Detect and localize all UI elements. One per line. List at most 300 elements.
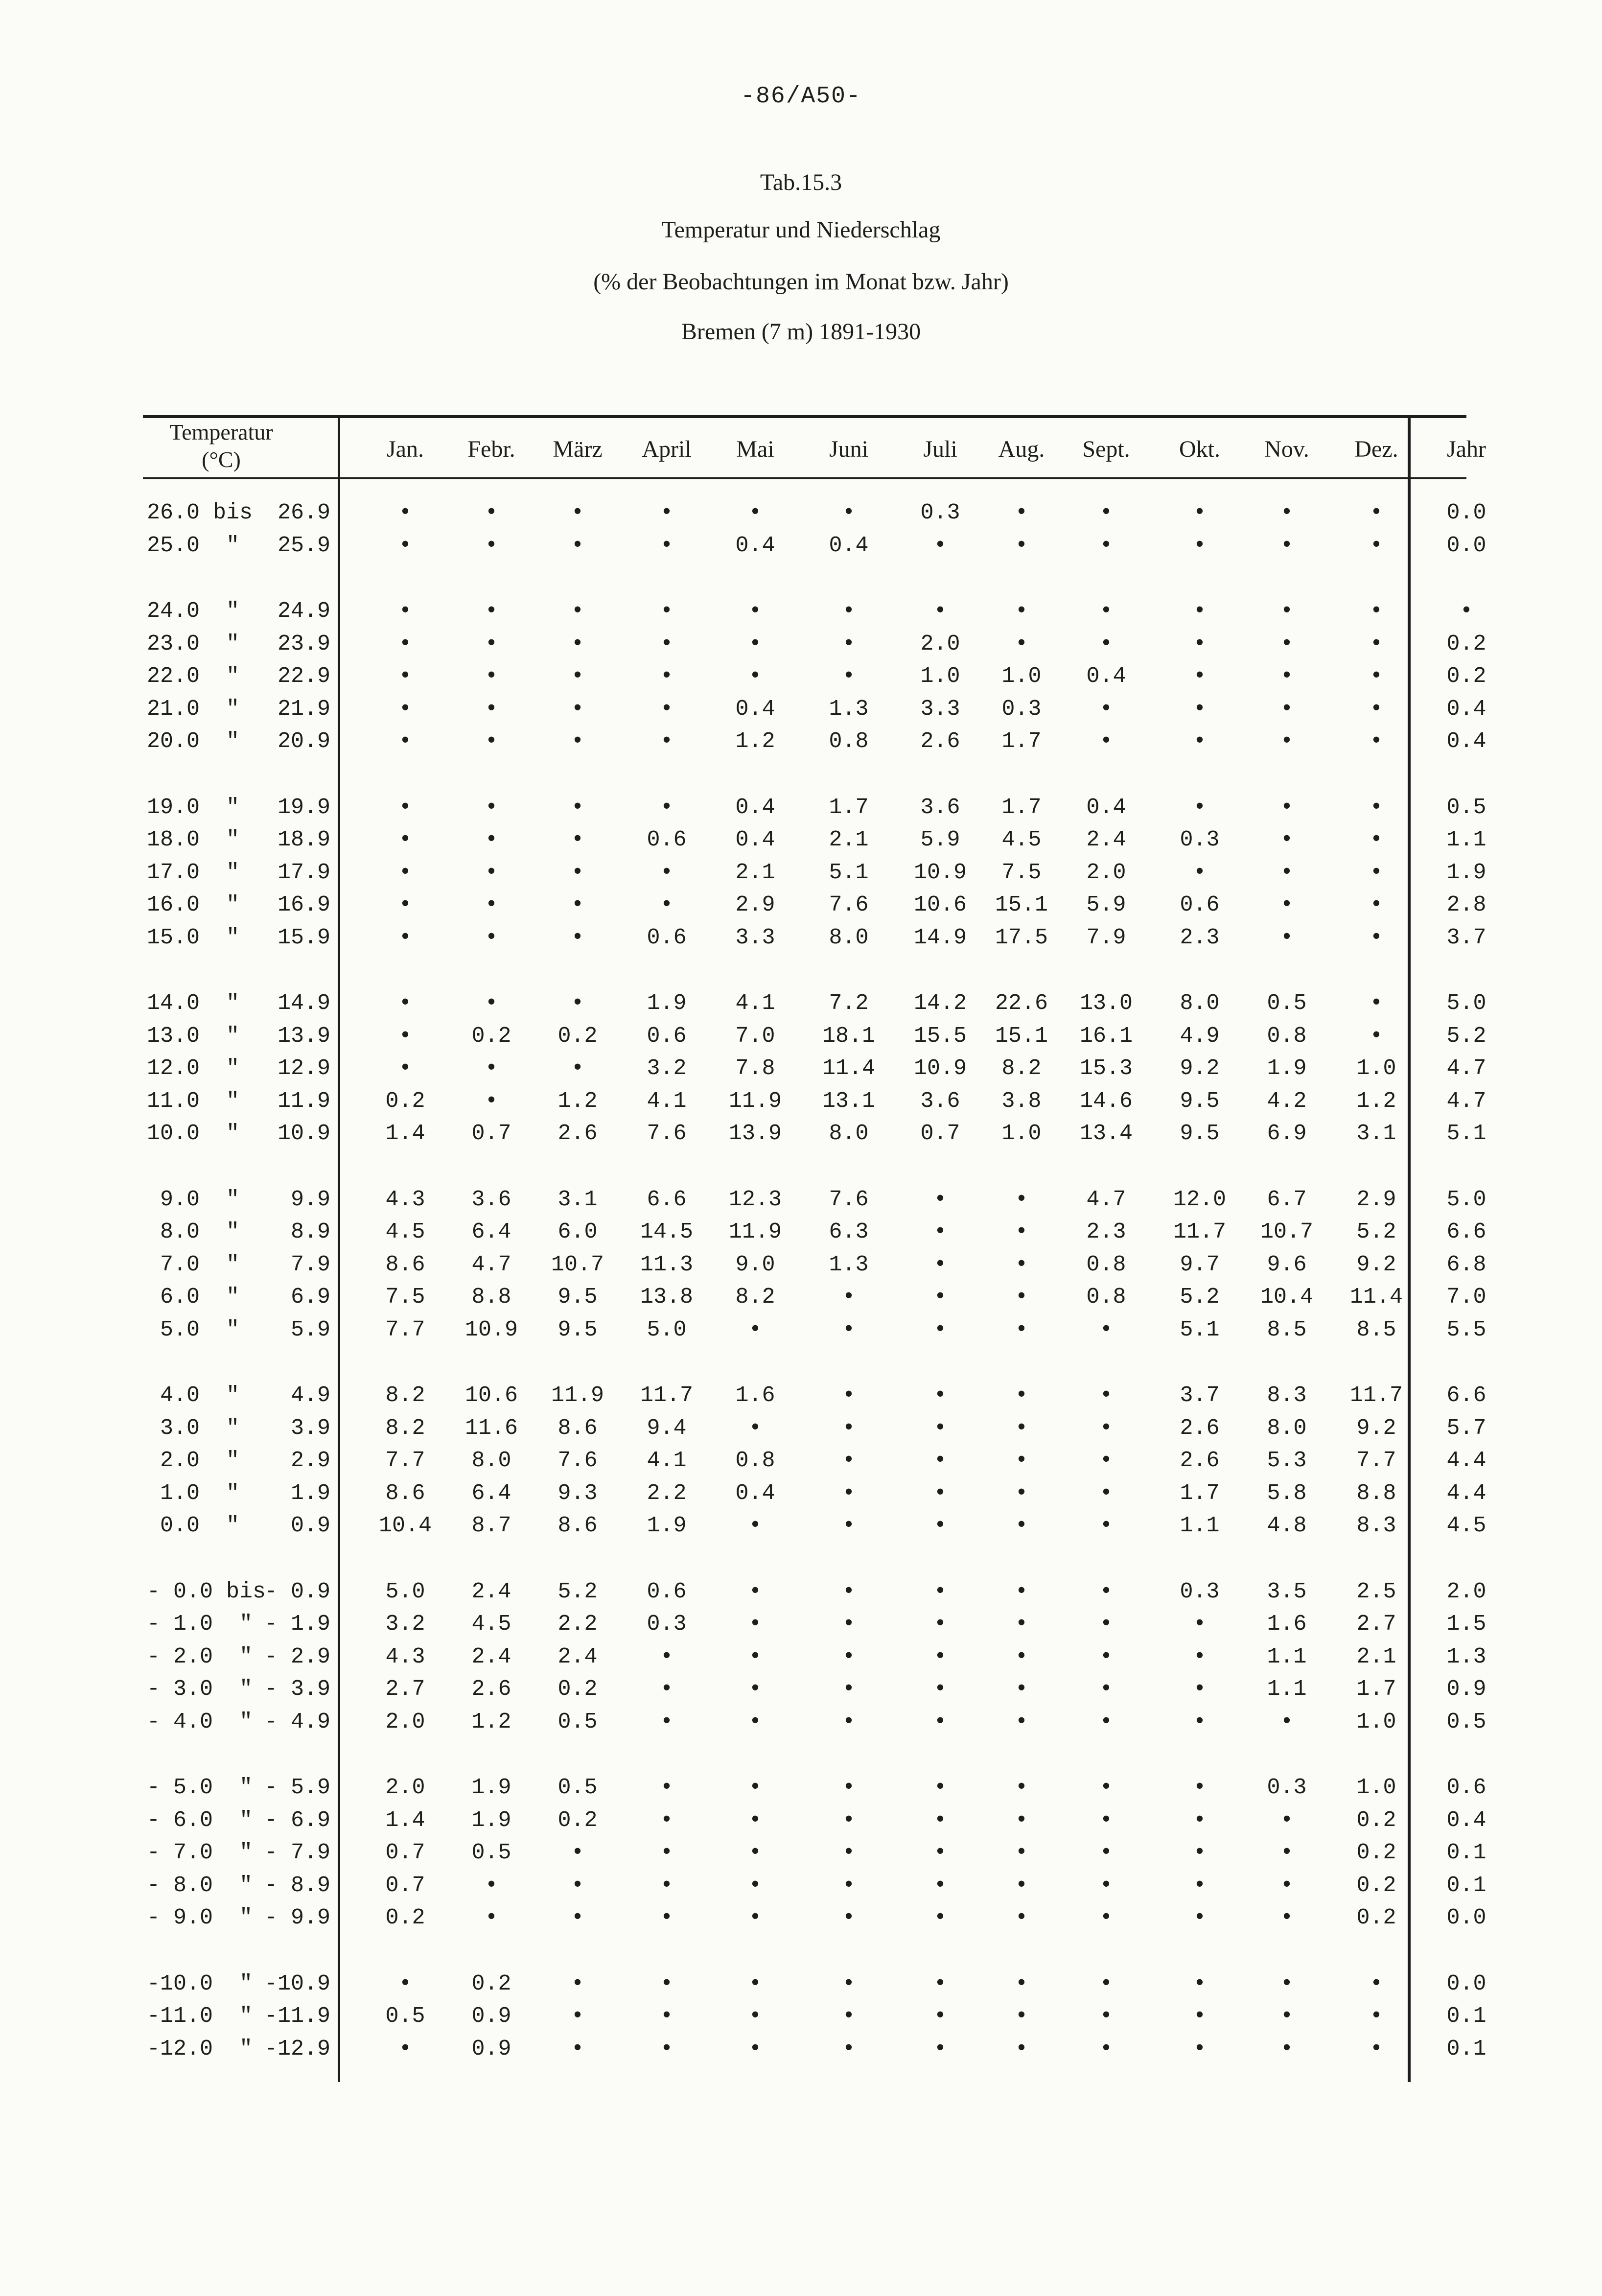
cell-jun: 13.1	[822, 1089, 876, 1114]
cell-may: 11.9	[728, 1089, 782, 1114]
cell-sep: 4.7	[1086, 1187, 1126, 1212]
cell-aug: •	[1015, 1971, 1028, 1996]
range-from-label: -10.0 "	[147, 1971, 253, 1996]
cell-jul: •	[933, 1644, 947, 1669]
range-to-label: - 8.9	[264, 1873, 330, 1898]
cell-oct: 8.0	[1180, 991, 1220, 1016]
cell-jan: 7.5	[385, 1285, 425, 1310]
cell-dec: 1.2	[1356, 1089, 1396, 1114]
cell-jan: 2.0	[385, 1775, 425, 1800]
cell-jun: •	[842, 500, 856, 525]
cell-jul: 0.7	[920, 1121, 960, 1146]
cell-oct: •	[1193, 1644, 1207, 1669]
cell-oct: 9.2	[1180, 1056, 1220, 1081]
cell-year: 0.4	[1446, 729, 1486, 754]
range-to-label: 12.9	[277, 1056, 330, 1081]
cell-aug: 1.7	[1001, 795, 1042, 820]
cell-jul: •	[933, 1448, 947, 1473]
cell-year: 4.5	[1446, 1513, 1486, 1538]
cell-sep: 7.9	[1086, 925, 1126, 950]
cell-apr: 0.3	[647, 1612, 687, 1637]
range-to-label: - 5.9	[264, 1775, 330, 1800]
cell-may: 1.6	[735, 1383, 775, 1408]
cell-oct: •	[1193, 1808, 1207, 1833]
cell-may: •	[748, 599, 762, 624]
cell-jul: 3.3	[920, 697, 960, 722]
cell-jul: •	[933, 1252, 947, 1277]
cell-feb: •	[485, 599, 498, 624]
column-header-jun: Juni	[829, 436, 868, 462]
cell-mar: •	[571, 991, 584, 1016]
cell-year: 0.0	[1446, 1971, 1486, 1996]
range-to-label: 20.9	[277, 729, 330, 754]
cell-mar: •	[571, 827, 584, 852]
cell-jan: 4.3	[385, 1187, 425, 1212]
cell-mar: 9.5	[557, 1285, 598, 1310]
cell-oct: •	[1193, 729, 1207, 754]
column-header-sep: Sept.	[1082, 436, 1130, 462]
cell-jun: •	[842, 1710, 856, 1734]
range-from-label: 21.0 "	[147, 697, 240, 722]
cell-feb: 8.0	[471, 1448, 511, 1473]
cell-mar: 9.5	[557, 1317, 598, 1342]
cell-nov: •	[1280, 1971, 1294, 1996]
cell-jan: 0.7	[385, 1873, 425, 1898]
cell-feb: 10.9	[464, 1317, 518, 1342]
table-top-rule	[143, 415, 1466, 418]
table-row	[0, 1971, 1602, 2004]
cell-jan: 3.2	[385, 1612, 425, 1637]
range-to-label: 9.9	[290, 1187, 330, 1212]
range-from-label: 15.0 "	[147, 925, 240, 950]
table-row	[0, 1383, 1602, 1415]
cell-year: 5.2	[1446, 1024, 1486, 1049]
cell-feb: 8.7	[471, 1513, 511, 1538]
cell-may: 1.2	[735, 729, 775, 754]
cell-apr: 4.1	[647, 1448, 687, 1473]
cell-may: •	[748, 1840, 762, 1865]
column-header-apr: April	[642, 436, 692, 462]
cell-jan: 8.2	[385, 1383, 425, 1408]
cell-sep: 15.3	[1079, 1056, 1133, 1081]
range-from-label: 16.0 "	[147, 892, 240, 917]
cell-may: 9.0	[735, 1252, 775, 1277]
range-to-label: -12.9	[264, 2037, 330, 2062]
cell-nov: •	[1280, 795, 1294, 820]
cell-sep: •	[1099, 1677, 1113, 1702]
range-from-label: 24.0 "	[147, 599, 240, 624]
range-from-label: -12.0 "	[147, 2037, 253, 2062]
cell-apr: •	[660, 860, 673, 885]
cell-jun: •	[842, 1383, 856, 1408]
cell-oct: •	[1193, 1775, 1207, 1800]
cell-apr: •	[660, 1971, 673, 1996]
cell-feb: 1.9	[471, 1775, 511, 1800]
cell-jun: •	[842, 1612, 856, 1637]
cell-sep: •	[1099, 1481, 1113, 1506]
cell-mar: •	[571, 533, 584, 558]
cell-sep: 0.8	[1086, 1285, 1126, 1310]
cell-mar: 6.0	[557, 1219, 598, 1244]
cell-oct: •	[1193, 1873, 1207, 1898]
cell-oct: 9.5	[1180, 1121, 1220, 1146]
cell-mar: •	[571, 729, 584, 754]
cell-sep: 2.3	[1086, 1219, 1126, 1244]
cell-apr: 9.4	[647, 1416, 687, 1441]
cell-aug: •	[1015, 1187, 1028, 1212]
range-from-label: - 4.0 "	[147, 1710, 253, 1734]
cell-nov: •	[1280, 1840, 1294, 1865]
cell-may: 0.4	[735, 1481, 775, 1506]
cell-dec: •	[1370, 599, 1383, 624]
range-from-label: 11.0 "	[147, 1089, 240, 1114]
cell-may: •	[748, 1644, 762, 1669]
cell-may: •	[748, 632, 762, 656]
table-row	[0, 1024, 1602, 1056]
cell-dec: •	[1370, 860, 1383, 885]
range-to-label: - 7.9	[264, 1840, 330, 1865]
table-row	[0, 1579, 1602, 1612]
table-row	[0, 1808, 1602, 1840]
cell-feb: 0.2	[471, 1971, 511, 1996]
cell-year: 0.1	[1446, 1873, 1486, 1898]
cell-oct: 0.3	[1180, 1579, 1220, 1604]
cell-jun: 1.3	[829, 1252, 869, 1277]
cell-year: 0.5	[1446, 1710, 1486, 1734]
range-from-label: 20.0 "	[147, 729, 240, 754]
cell-apr: •	[660, 1873, 673, 1898]
cell-mar: 3.1	[557, 1187, 598, 1212]
table-row	[0, 892, 1602, 925]
cell-nov: 3.5	[1267, 1579, 1307, 1604]
cell-oct: •	[1193, 1677, 1207, 1702]
cell-feb: 11.6	[464, 1416, 518, 1441]
cell-jun: •	[842, 1808, 856, 1833]
cell-may: •	[748, 1905, 762, 1930]
range-from-label: - 0.0 bis	[147, 1579, 266, 1604]
cell-jan: 10.4	[378, 1513, 432, 1538]
cell-jul: 15.5	[913, 1024, 967, 1049]
cell-aug: 1.7	[1001, 729, 1042, 754]
cell-jul: •	[933, 599, 947, 624]
cell-year: 5.0	[1446, 1187, 1486, 1212]
cell-jan: 2.0	[385, 1710, 425, 1734]
cell-jan: 0.5	[385, 2004, 425, 2029]
cell-jun: •	[842, 1905, 856, 1930]
table-row	[0, 1448, 1602, 1480]
cell-aug: •	[1015, 1808, 1028, 1833]
cell-apr: 1.9	[647, 1513, 687, 1538]
cell-feb: 1.9	[471, 1808, 511, 1833]
cell-apr: •	[660, 1840, 673, 1865]
cell-jun: •	[842, 1448, 856, 1473]
cell-sep: 13.0	[1079, 991, 1133, 1016]
cell-jan: 7.7	[385, 1317, 425, 1342]
cell-aug: •	[1015, 1448, 1028, 1473]
cell-apr: 7.6	[647, 1121, 687, 1146]
cell-jan: 0.7	[385, 1840, 425, 1865]
cell-nov: 8.0	[1267, 1416, 1307, 1441]
range-from-label: 17.0 "	[147, 860, 240, 885]
cell-aug: •	[1015, 1775, 1028, 1800]
cell-oct: •	[1193, 632, 1207, 656]
cell-sep: •	[1099, 1317, 1113, 1342]
cell-apr: •	[660, 632, 673, 656]
cell-feb: 2.4	[471, 1644, 511, 1669]
range-from-label: -11.0 "	[147, 2004, 253, 2029]
cell-jan: •	[398, 892, 412, 917]
cell-mar: 0.2	[557, 1024, 598, 1049]
cell-feb: 1.2	[471, 1710, 511, 1734]
cell-jul: •	[933, 1971, 947, 1996]
cell-sep: •	[1099, 1416, 1113, 1441]
cell-oct: •	[1193, 697, 1207, 722]
cell-jun: 1.7	[829, 795, 869, 820]
cell-feb: 6.4	[471, 1481, 511, 1506]
cell-jan: 1.4	[385, 1808, 425, 1833]
cell-may: 7.0	[735, 1024, 775, 1049]
range-from-label: 7.0 "	[147, 1252, 240, 1277]
cell-jul: 10.9	[913, 860, 967, 885]
cell-dec: 11.7	[1349, 1383, 1403, 1408]
cell-feb: •	[485, 729, 498, 754]
cell-aug: 15.1	[995, 1024, 1048, 1049]
range-to-label: 15.9	[277, 925, 330, 950]
cell-jun: 5.1	[829, 860, 869, 885]
cell-jan: •	[398, 1056, 412, 1081]
range-to-label: 18.9	[277, 827, 330, 852]
cell-oct: •	[1193, 500, 1207, 525]
range-to-label: 11.9	[277, 1089, 330, 1114]
cell-year: 0.2	[1446, 632, 1486, 656]
cell-aug: •	[1015, 1612, 1028, 1637]
cell-jun: •	[842, 1416, 856, 1441]
cell-sep: 0.4	[1086, 795, 1126, 820]
cell-jun: •	[842, 1840, 856, 1865]
cell-jan: 5.0	[385, 1579, 425, 1604]
cell-jun: •	[842, 1775, 856, 1800]
range-from-label: 5.0 "	[147, 1317, 240, 1342]
cell-oct: 4.9	[1180, 1024, 1220, 1049]
cell-year: 0.1	[1446, 2004, 1486, 2029]
cell-aug: •	[1015, 1710, 1028, 1734]
cell-may: •	[748, 1612, 762, 1637]
range-to-label: -11.9	[264, 2004, 330, 2029]
cell-dec: •	[1370, 892, 1383, 917]
cell-jun: •	[842, 632, 856, 656]
cell-jul: •	[933, 1317, 947, 1342]
cell-jan: •	[398, 827, 412, 852]
column-header-oct: Okt.	[1179, 436, 1220, 462]
column-header-may: Mai	[736, 436, 774, 462]
table-row	[0, 1317, 1602, 1350]
cell-apr: •	[660, 500, 673, 525]
cell-jul: •	[933, 1416, 947, 1441]
table-row	[0, 1677, 1602, 1709]
cell-aug: •	[1015, 1873, 1028, 1898]
cell-dec: 1.0	[1356, 1710, 1396, 1734]
cell-sep: •	[1099, 533, 1113, 558]
table-row	[0, 1285, 1602, 1317]
cell-year: 3.7	[1446, 925, 1486, 950]
cell-jan: •	[398, 1024, 412, 1049]
cell-aug: •	[1015, 599, 1028, 624]
range-from-label: 19.0 "	[147, 795, 240, 820]
cell-jul: 14.9	[913, 925, 967, 950]
cell-aug: 4.5	[1001, 827, 1042, 852]
cell-year: 1.9	[1446, 860, 1486, 885]
cell-may: 13.9	[728, 1121, 782, 1146]
cell-oct: 2.6	[1180, 1448, 1220, 1473]
cell-mar: 2.4	[557, 1644, 598, 1669]
table-row	[0, 2004, 1602, 2036]
cell-feb: 4.7	[471, 1252, 511, 1277]
cell-year: 0.9	[1446, 1677, 1486, 1702]
cell-dec: 5.2	[1356, 1219, 1396, 1244]
cell-jun: •	[842, 1285, 856, 1310]
cell-jan: 8.2	[385, 1416, 425, 1441]
cell-dec: •	[1370, 664, 1383, 689]
cell-apr: 0.6	[647, 925, 687, 950]
cell-mar: 0.2	[557, 1677, 598, 1702]
range-to-label: 22.9	[277, 664, 330, 689]
cell-nov: 9.6	[1267, 1252, 1307, 1277]
cell-jun: •	[842, 664, 856, 689]
cell-jul: 10.6	[913, 892, 967, 917]
cell-oct: 2.3	[1180, 925, 1220, 950]
cell-apr: 2.2	[647, 1481, 687, 1506]
cell-mar: •	[571, 860, 584, 885]
cell-oct: 3.7	[1180, 1383, 1220, 1408]
cell-dec: •	[1370, 729, 1383, 754]
range-from-label: 6.0 "	[147, 1285, 240, 1310]
cell-jul: •	[933, 1905, 947, 1930]
cell-may: 0.8	[735, 1448, 775, 1473]
table-row	[0, 1089, 1602, 1121]
cell-year: 0.1	[1446, 2037, 1486, 2062]
range-from-label: 9.0 "	[147, 1187, 240, 1212]
cell-jan: •	[398, 795, 412, 820]
cell-year: 0.4	[1446, 1808, 1486, 1833]
cell-jul: •	[933, 1710, 947, 1734]
cell-apr: 0.6	[647, 827, 687, 852]
cell-feb: •	[485, 1089, 498, 1114]
cell-dec: 0.2	[1356, 1808, 1396, 1833]
cell-nov: 4.8	[1267, 1513, 1307, 1538]
cell-nov: •	[1280, 2037, 1294, 2062]
cell-jan: 2.7	[385, 1677, 425, 1702]
table-row	[0, 795, 1602, 827]
cell-mar: 8.6	[557, 1513, 598, 1538]
cell-dec: 7.7	[1356, 1448, 1396, 1473]
cell-year: 6.6	[1446, 1383, 1486, 1408]
range-to-label: - 6.9	[264, 1808, 330, 1833]
cell-apr: •	[660, 697, 673, 722]
cell-jun: •	[842, 1579, 856, 1604]
cell-sep: •	[1099, 697, 1113, 722]
cell-may: •	[748, 2004, 762, 2029]
cell-oct: 1.7	[1180, 1481, 1220, 1506]
cell-year: 1.3	[1446, 1644, 1486, 1669]
cell-year: 2.8	[1446, 892, 1486, 917]
cell-jan: 8.6	[385, 1252, 425, 1277]
table-row	[0, 1840, 1602, 1873]
cell-jun: 7.6	[829, 1187, 869, 1212]
cell-oct: •	[1193, 599, 1207, 624]
cell-mar: •	[571, 1840, 584, 1865]
cell-nov: 0.3	[1267, 1775, 1307, 1800]
cell-jul: •	[933, 2004, 947, 2029]
range-from-label: - 2.0 "	[147, 1644, 253, 1669]
cell-may: •	[748, 1513, 762, 1538]
cell-year: 0.2	[1446, 664, 1486, 689]
cell-sep: 13.4	[1079, 1121, 1133, 1146]
table-row	[0, 2037, 1602, 2069]
cell-may: 11.9	[728, 1219, 782, 1244]
cell-aug: •	[1015, 1481, 1028, 1506]
cell-mar: •	[571, 664, 584, 689]
cell-may: 4.1	[735, 991, 775, 1016]
table-row	[0, 1513, 1602, 1546]
cell-aug: •	[1015, 1579, 1028, 1604]
cell-nov: 8.3	[1267, 1383, 1307, 1408]
cell-mar: •	[571, 925, 584, 950]
table-row	[0, 632, 1602, 664]
cell-may: 8.2	[735, 1285, 775, 1310]
cell-nov: 4.2	[1267, 1089, 1307, 1114]
cell-dec: 9.2	[1356, 1252, 1396, 1277]
cell-feb: •	[485, 632, 498, 656]
cell-sep: •	[1099, 1612, 1113, 1637]
cell-dec: 8.8	[1356, 1481, 1396, 1506]
range-from-label: 4.0 "	[147, 1383, 240, 1408]
column-header-year: Jahr	[1447, 436, 1486, 462]
cell-jul: •	[933, 1383, 947, 1408]
range-to-label: 17.9	[277, 860, 330, 885]
cell-feb: 2.4	[471, 1579, 511, 1604]
cell-may: 2.9	[735, 892, 775, 917]
cell-year: 0.0	[1446, 533, 1486, 558]
temperature-header-text: Temperatur	[169, 420, 273, 445]
cell-jul: •	[933, 1219, 947, 1244]
cell-year: 6.8	[1446, 1252, 1486, 1277]
range-to-label: - 9.9	[264, 1905, 330, 1930]
cell-dec: 1.0	[1356, 1775, 1396, 1800]
range-from-label: 0.0 "	[147, 1513, 240, 1538]
cell-jun: •	[842, 1873, 856, 1898]
cell-oct: •	[1193, 1905, 1207, 1930]
column-header-jul: Juli	[923, 436, 957, 462]
cell-feb: •	[485, 827, 498, 852]
cell-feb: 0.9	[471, 2004, 511, 2029]
cell-dec: 11.4	[1349, 1285, 1403, 1310]
cell-jun: 7.6	[829, 892, 869, 917]
cell-apr: •	[660, 1905, 673, 1930]
cell-sep: 16.1	[1079, 1024, 1133, 1049]
cell-feb: 0.5	[471, 1840, 511, 1865]
cell-dec: 2.5	[1356, 1579, 1396, 1604]
cell-nov: 0.8	[1267, 1024, 1307, 1049]
range-from-label: 14.0 "	[147, 991, 240, 1016]
cell-aug: •	[1015, 2004, 1028, 2029]
range-from-label: 22.0 "	[147, 664, 240, 689]
cell-aug: •	[1015, 1840, 1028, 1865]
cell-may: •	[748, 1579, 762, 1604]
cell-jan: •	[398, 533, 412, 558]
range-from-label: 3.0 "	[147, 1416, 240, 1441]
cell-mar: 1.2	[557, 1089, 598, 1114]
cell-apr: •	[660, 599, 673, 624]
